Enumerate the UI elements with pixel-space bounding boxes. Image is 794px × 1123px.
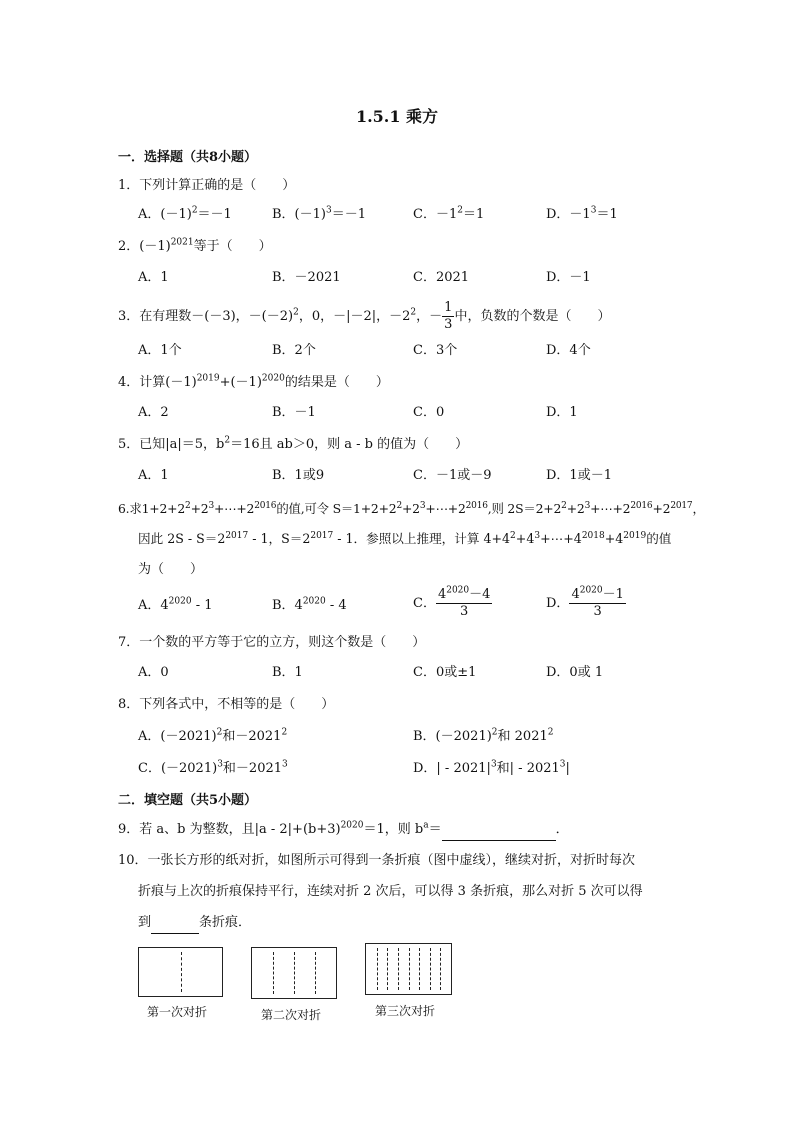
q7-option-b[interactable]: B．1 <box>272 665 303 680</box>
q4-stem-a: 4．计算(－1) <box>118 375 197 390</box>
q1-d-text: D．－1 <box>546 207 591 222</box>
q6-b-post: - 4 <box>325 598 347 613</box>
question-10-line-2: 折痕与上次的折痕保持平行，连续对折 2 次后，可以得 3 条折痕，那么对折 5 次可以得 <box>138 884 643 899</box>
q6-l1-d: 的值,可令 S＝1+2+2 <box>276 501 397 516</box>
q5-stem-a: 5．已知|a|＝5，b <box>118 437 225 452</box>
q6-l1-c: +⋯+2 <box>213 501 255 516</box>
page-title: 1.5.1 乘方 <box>355 107 439 126</box>
q2-option-c[interactable]: C．2021 <box>413 270 470 285</box>
q3-sup2: 2 <box>410 307 417 318</box>
fold-crease-line <box>387 948 388 990</box>
q6-c-fraction <box>436 587 492 620</box>
q6-b-pre: B．4 <box>272 598 303 613</box>
q6-d-fraction <box>569 587 625 620</box>
q4-stem-b: +(－1) <box>219 375 262 390</box>
q2-option-b[interactable]: B．－2021 <box>272 270 341 285</box>
q6-l2-g: 的值 <box>646 531 672 546</box>
q6-l2-s2: 2017 <box>310 530 334 541</box>
fold-crease-line <box>430 948 431 990</box>
q6-l1-e: +2 <box>402 501 420 516</box>
q2-stem-sup: 2021 <box>170 237 194 248</box>
q6-l1-j: +2 <box>652 501 671 516</box>
q6-l2-d: +4 <box>515 531 535 546</box>
q3-stem-a: 3．在有理数－(－3)，－(－2) <box>118 309 294 324</box>
q1-c-text: C．－1 <box>413 207 458 222</box>
q1-d-sup: 3 <box>590 205 597 216</box>
q6-l1-s8: 3 <box>584 500 591 511</box>
q3-stem-b: ，0，－|－2|，－2 <box>298 309 411 324</box>
q1-a-text: A．(－1) <box>138 207 192 222</box>
fold-crease-line <box>440 948 441 990</box>
q7-option-a[interactable]: A．0 <box>138 665 169 680</box>
q6-l1-s1: 2 <box>185 500 191 511</box>
q7-option-d[interactable]: D．0或 1 <box>546 665 604 680</box>
q6-l2-e: +⋯+4 <box>540 531 582 546</box>
question-10-line-3: 到 条折痕． <box>138 913 698 934</box>
q3-frac-num: 1 <box>444 300 453 315</box>
q2-stem-post: 等于（ ） <box>193 239 272 254</box>
q6-l1-s3: 2016 <box>254 500 277 511</box>
q6-l2-a: 因此 2S - S＝2 <box>138 531 226 546</box>
q6-a-pre: A．4 <box>138 598 169 613</box>
q3-fraction <box>442 300 454 333</box>
q6-option-d[interactable] <box>546 586 626 622</box>
q6-b-sup: 2020 <box>302 596 326 607</box>
q5-sup1: 2 <box>224 435 231 446</box>
q3-option-c[interactable]: C．3个 <box>413 343 458 358</box>
q10-answer-blank[interactable] <box>151 913 199 934</box>
question-2-stem <box>118 237 678 257</box>
q1-option-b[interactable] <box>272 205 366 225</box>
question-5-stem <box>118 435 678 455</box>
q6-a-post: - 1 <box>191 598 213 613</box>
section-heading-fill: 二．填空题（共5小题） <box>118 793 258 808</box>
q7-option-c[interactable]: C．0或±1 <box>413 665 477 680</box>
q8-option-a[interactable]: A．$(-2021)^2$和$-2021^2$ <box>138 727 288 744</box>
q3-option-b[interactable]: B．2个 <box>272 343 316 358</box>
q2-option-d[interactable]: D．－1 <box>546 270 591 285</box>
q6-l1-s6: 2016 <box>465 500 488 511</box>
q6-l2-s5: 2018 <box>581 530 605 541</box>
q4-option-b[interactable]: B．－1 <box>272 405 316 420</box>
q6-l1-s4: 2 <box>396 500 402 511</box>
q5-option-d[interactable]: D．1或－1 <box>546 468 612 483</box>
fold-crease-line <box>181 952 182 992</box>
fold-figure-2 <box>251 947 337 999</box>
fold-figure-2-caption: 第二次对折 <box>261 1008 322 1022</box>
q8-option-d[interactable]: D．| - $2021|^3$和| - 2021$^3$| <box>413 759 570 776</box>
q6-l2-b: - 1，S＝2 <box>248 531 311 546</box>
q3-frac-den: 3 <box>444 317 453 332</box>
q2-option-a[interactable]: A．1 <box>138 270 169 285</box>
q8-option-c[interactable]: C．$(-2021)^3$和$-2021^3$ <box>138 759 288 776</box>
q6-option-a[interactable] <box>138 596 213 616</box>
q4-sup2: 2020 <box>261 373 285 384</box>
q6-l1-s5: 3 <box>419 500 426 511</box>
q6-c-label: C． <box>413 596 436 611</box>
q4-stem-c: 的结果是（ ） <box>284 375 389 390</box>
question-1-stem: 1．下列计算正确的是（ ） <box>118 178 296 193</box>
q6-l1-k: ， <box>692 501 705 516</box>
q6-l1-i: +⋯+2 <box>590 501 631 516</box>
fold-figure-1-caption: 第一次对折 <box>147 1005 208 1019</box>
fold-crease-line <box>273 952 274 994</box>
q6-d-label: D． <box>546 596 570 611</box>
q3-stem-d: 中，负数的个数是（ ） <box>454 309 611 324</box>
q6-l2-s4: 3 <box>534 530 541 541</box>
question-3-stem <box>118 300 678 333</box>
q1-b-post: ＝－1 <box>331 207 366 222</box>
q6-l2-f: +4 <box>604 531 624 546</box>
q6-l1-a: 6.求1+2+2 <box>118 501 186 516</box>
question-9-stem: 9．若 a、b 为整数，且$|a - 2|+(b+3)^{2020}=1$，则 $b^a=$ ． <box>118 820 678 841</box>
q6-option-c[interactable] <box>413 586 492 622</box>
q6-l2-c: - 1．参照以上推理，计算 4+4 <box>333 531 511 546</box>
q1-b-text: B．(－1) <box>272 207 326 222</box>
fold-crease-line <box>315 952 316 994</box>
q4-sup1: 2019 <box>196 373 220 384</box>
question-6-line-2 <box>138 529 698 549</box>
q6-a-sup: 2020 <box>168 596 192 607</box>
q1-a-sup: 2 <box>191 205 198 216</box>
q6-l1-s10: 2017 <box>670 500 693 511</box>
q6-c-num: $4^{2020}-4$ <box>437 585 491 602</box>
question-6-line-1 <box>118 499 705 519</box>
q6-l1-s7: 2 <box>561 500 567 511</box>
q4-option-d[interactable]: D．1 <box>546 405 578 420</box>
q6-l1-b: +2 <box>190 501 209 516</box>
q6-l1-s9: 2016 <box>630 500 653 511</box>
q1-option-a[interactable] <box>138 205 232 225</box>
fold-crease-line <box>294 952 295 994</box>
q1-a-post: ＝－1 <box>197 207 232 222</box>
q3-sup1: 2 <box>293 307 299 318</box>
q6-d-den: 3 <box>593 604 602 619</box>
q5-option-b[interactable]: B．1或9 <box>272 468 325 483</box>
q1-option-d[interactable] <box>546 205 618 225</box>
q6-l1-g: ,则 2S＝2+2 <box>487 501 562 516</box>
fold-figure-3-caption: 第三次对折 <box>375 1004 436 1018</box>
q1-b-sup: 3 <box>325 205 332 216</box>
question-7-stem: 7．一个数的平方等于它的立方，则这个数是（ ） <box>118 635 426 650</box>
fold-figure-1 <box>138 947 223 997</box>
q2-stem-pre: 2．(－1) <box>118 239 171 254</box>
q5-option-a[interactable]: A．1 <box>138 468 169 483</box>
q1-option-c[interactable] <box>413 205 484 225</box>
fold-crease-line <box>398 948 399 990</box>
fold-crease-line <box>419 948 420 990</box>
q1-c-post: ＝1 <box>462 207 485 222</box>
q5-stem-b: ＝16且 ab＞0，则 a - b 的值为（ ） <box>230 437 469 452</box>
q6-l2-s6: 2019 <box>623 530 647 541</box>
q6-l1-h: +2 <box>566 501 585 516</box>
q8-option-b[interactable]: B．$(-2021)^2$和 2021$^2$ <box>413 727 554 744</box>
q6-c-den: 3 <box>460 604 469 619</box>
q9-answer-blank[interactable] <box>442 820 556 841</box>
question-4-stem <box>118 373 678 393</box>
fold-crease-line <box>409 948 410 990</box>
q5-option-c[interactable]: C．－1或－9 <box>413 468 492 483</box>
q3-option-d[interactable]: D．4个 <box>546 343 591 358</box>
q4-option-c[interactable]: C．0 <box>413 405 445 420</box>
question-8-stem: 8．下列各式中，不相等的是（ ） <box>118 697 335 712</box>
question-6-line-3: 为（ ） <box>138 562 204 577</box>
question-10-line-1: 10．一张长方形的纸对折，如图所示可得到一条折痕（图中虚线），继续对折，对折时每次 <box>118 853 636 868</box>
q6-l1-f: +⋯+2 <box>425 501 466 516</box>
fold-crease-line <box>377 948 378 990</box>
fold-figure-3 <box>365 943 452 995</box>
q4-option-a[interactable]: A．2 <box>138 405 169 420</box>
q1-d-post: ＝1 <box>596 207 618 222</box>
q6-option-b[interactable] <box>272 596 347 616</box>
section-heading-choice: 一．选择题（共8小题） <box>118 150 258 165</box>
q3-option-a[interactable]: A．1个 <box>138 343 182 358</box>
q6-l2-s3: 2 <box>510 530 516 541</box>
q6-l1-s2: 3 <box>208 500 214 511</box>
q1-c-sup: 2 <box>457 205 463 216</box>
q6-l2-s1: 2017 <box>225 530 249 541</box>
q3-stem-c: ，－ <box>416 309 443 324</box>
q6-d-num: $4^{2020}-1$ <box>571 585 624 602</box>
